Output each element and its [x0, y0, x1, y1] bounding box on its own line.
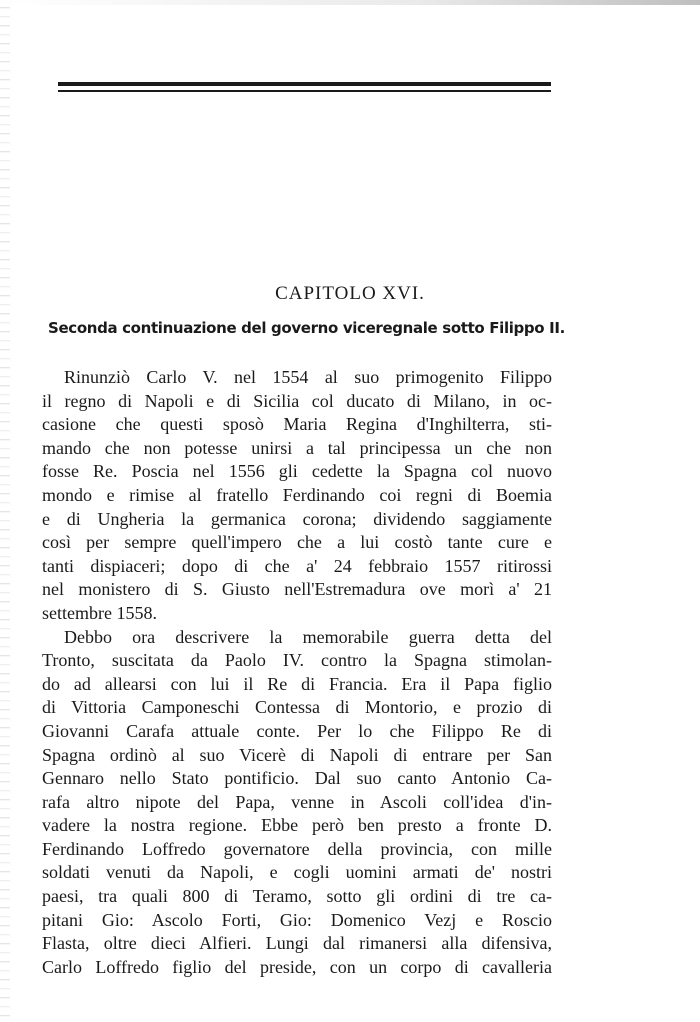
text-line: mondo e rimise al fratello Ferdinando coi regni di Boemia	[42, 484, 552, 505]
text-line: paesi, tra quali 800 di Teramo, sotto gli ordini di tre ca-	[42, 886, 552, 907]
page-left-edge	[0, 0, 10, 1022]
text-line: Gennaro nello Stato pontificio. Dal suo canto Antonio Ca-	[42, 768, 552, 789]
header-rule-thin	[58, 90, 551, 92]
text-line: Debbo ora descrivere la memorabile guerra detta del	[64, 626, 552, 647]
text-line: soldati venuti da Napoli, e cogli uomini armati de' nostri	[42, 862, 552, 883]
text-line: mando che non potesse unirsi a tal principessa un che non	[42, 437, 552, 458]
text-line: settembre 1558.	[42, 602, 157, 623]
text-line: rafa altro nipote del Papa, venne in Ascoli coll'idea d'in-	[42, 791, 552, 812]
text-line: tanti dispiaceri; dopo di che a' 24 febbraio 1557 ritirossi	[42, 555, 552, 576]
text-line: Giovanni Carafa attuale conte. Per lo che Filippo Re di	[42, 720, 552, 741]
body-text	[42, 366, 552, 979]
page-top-edge	[0, 0, 700, 5]
text-line: così per sempre quell'impero che a lui costò tante cure e	[42, 532, 552, 553]
text-line: Ferdinando Loffredo governatore della provincia, con mille	[42, 838, 552, 859]
text-line: pitani Gio: Ascolo Forti, Gio: Domenico Vezj e Roscio	[42, 909, 552, 930]
text-line: Rinunziò Carlo V. nel 1554 al suo primogenito Filippo	[64, 367, 552, 387]
text-line: di Vittoria Camponeschi Contessa di Montorio, e prozio di	[42, 697, 552, 718]
text-line: Flasta, oltre dieci Alfieri. Lungi dal rimanersi alla difensiva,	[42, 933, 552, 954]
header-rule-thick	[58, 82, 551, 86]
text-line: nel monistero di S. Giusto nell'Estremadura ove morì a' 21	[42, 579, 552, 600]
text-line: e di Ungheria la germanica corona; dividendo saggiamente	[42, 508, 552, 529]
chapter-heading: CAPITOLO XVI.	[275, 283, 425, 304]
text-line: do ad allearsi con lui il Re di Francia. Era il Papa figlio	[42, 673, 552, 694]
text-line: vadere la nostra regione. Ebbe però ben presto a fronte D.	[42, 815, 552, 836]
text-line: Spagna ordinò al suo Vicerè di Napoli di entrare per San	[42, 744, 552, 765]
text-line: il regno di Napoli e di Sicilia col ducato di Milano, in oc-	[42, 390, 552, 411]
chapter-subtitle: Seconda continuazione del governo viceregnale sotto Filippo II.	[48, 319, 565, 337]
text-line: casione che questi sposò Maria Regina d'Inghilterra, sti-	[42, 414, 552, 435]
text-line: Tronto, suscitata da Paolo IV. contro la Spagna stimolan-	[42, 650, 552, 671]
text-line: fosse Re. Poscia nel 1556 gli cedette la Spagna col nuovo	[42, 461, 552, 482]
text-line: Carlo Loffredo figlio del preside, con un corpo di cavalleria	[42, 956, 552, 977]
